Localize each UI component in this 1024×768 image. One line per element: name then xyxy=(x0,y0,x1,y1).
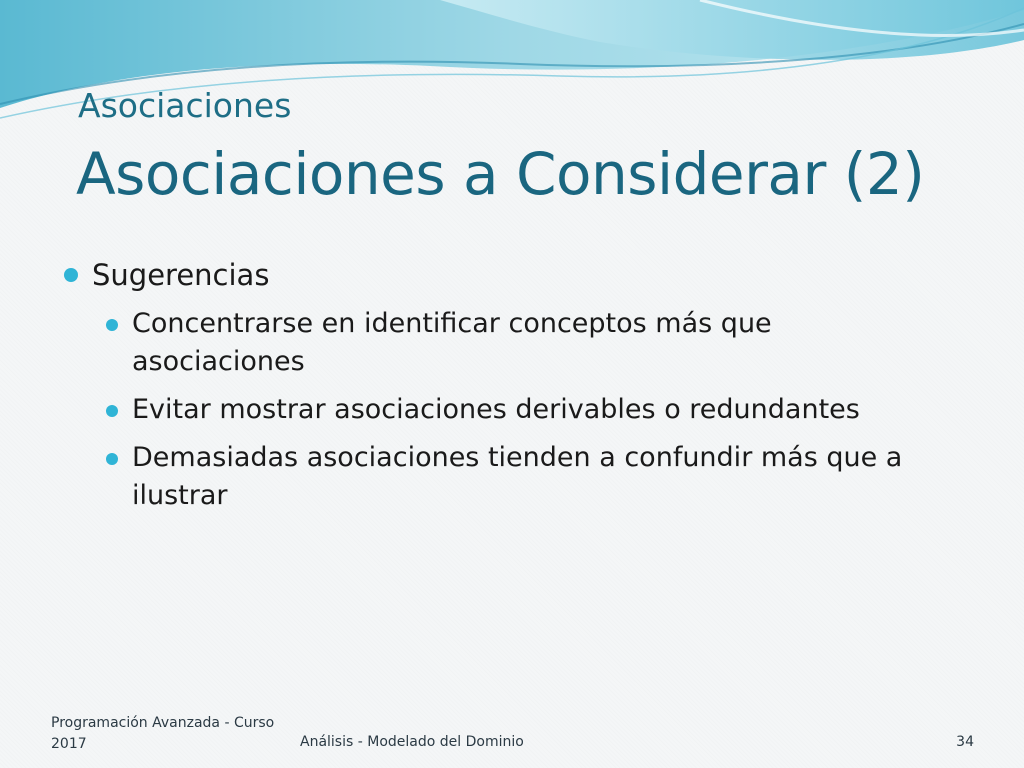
section-title: Asociaciones xyxy=(78,86,292,125)
bullet-text: Concentrarse en identificar conceptos más que asociaciones xyxy=(132,308,772,377)
bullet-level2 xyxy=(132,305,932,381)
bullet-dot-icon xyxy=(106,453,118,465)
bullet-dot-icon xyxy=(106,319,118,331)
page-number: 34 xyxy=(956,734,974,750)
bullet-text: Evitar mostrar asociaciones derivables o redundantes xyxy=(132,394,860,425)
bullet-dot-icon xyxy=(64,268,78,282)
bullet-level2 xyxy=(132,439,932,515)
bullet-dot-icon xyxy=(106,405,118,417)
footer-topic: Análisis - Modelado del Dominio xyxy=(300,734,524,750)
bullet-text: Demasiadas asociaciones tienden a confundir más que a ilustrar xyxy=(132,442,903,511)
slide-content xyxy=(60,255,960,515)
bullet-level1 xyxy=(60,255,960,295)
bullet-text: Sugerencias xyxy=(92,258,270,292)
slide-title: Asociaciones a Considerar (2) xyxy=(76,140,925,208)
bullet-level2 xyxy=(132,391,932,429)
footer-course: Programación Avanzada - Curso 2017 xyxy=(51,715,275,752)
